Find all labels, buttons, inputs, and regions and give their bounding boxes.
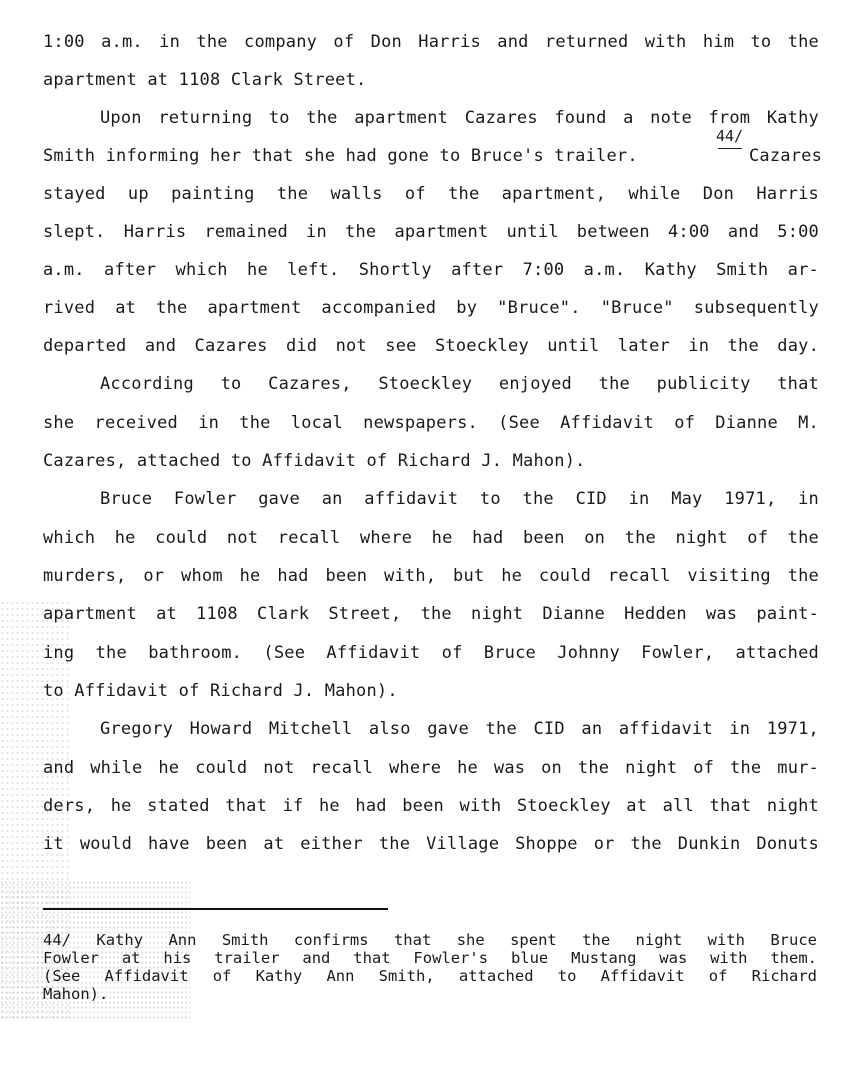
body-line: apartment at 1108 Clark Street, the night Dianne Hedden was paint-	[43, 604, 819, 624]
body-line: she received in the local newspapers. (See Affidavit of Dianne M.	[43, 413, 819, 433]
body-line: 1:00 a.m. in the company of Don Harris and returned with him to the	[43, 32, 819, 52]
body-line: Gregory Howard Mitchell also gave the CID an affidavit in 1971,	[100, 719, 819, 739]
body-line: rived at the apartment accompanied by "Bruce". "Bruce" subsequently	[43, 298, 819, 318]
body-line: murders, or whom he had been with, but he could recall visiting the	[43, 566, 819, 586]
body-line: Bruce Fowler gave an affidavit to the CID in May 1971, in	[100, 489, 819, 509]
footnote-line: Fowler at his trailer and that Fowler's blue Mustang was with them.	[43, 949, 817, 967]
footnote-separator	[43, 908, 388, 910]
body-line: to Affidavit of Richard J. Mahon).	[43, 681, 398, 701]
body-line: ders, he stated that if he had been with Stoeckley at all that night	[43, 796, 819, 816]
footnote-reference-underline	[718, 148, 742, 149]
body-line: apartment at 1108 Clark Street.	[43, 70, 367, 90]
body-line: it would have been at either the Village Shoppe or the Dunkin Donuts	[43, 834, 819, 854]
footnote-line: Mahon).	[43, 985, 109, 1003]
body-line: stayed up painting the walls of the apartment, while Don Harris	[43, 184, 819, 204]
body-line: departed and Cazares did not see Stoeckley until later in the day.	[43, 336, 819, 356]
body-line: and while he could not recall where he was on the night of the mur-	[43, 758, 819, 778]
body-line: slept. Harris remained in the apartment until between 4:00 and 5:00	[43, 222, 819, 242]
footnote-line: 44/ Kathy Ann Smith confirms that she spent the night with Bruce	[43, 931, 817, 949]
footnote-line: (See Affidavit of Kathy Ann Smith, attached to Affidavit of Richard	[43, 967, 817, 985]
body-line: Cazares, attached to Affidavit of Richard J. Mahon).	[43, 451, 586, 471]
body-line: which he could not recall where he had been on the night of the	[43, 528, 819, 548]
body-line: According to Cazares, Stoeckley enjoyed the publicity that	[100, 374, 819, 394]
body-line: Upon returning to the apartment Cazares found a note from Kathy	[100, 108, 819, 128]
body-line: Cazares	[749, 146, 823, 166]
body-line: ing the bathroom. (See Affidavit of Bruce Johnny Fowler, attached	[43, 643, 819, 663]
body-line: Smith informing her that she had gone to Bruce's trailer.	[43, 146, 638, 166]
body-line: a.m. after which he left. Shortly after 7:00 a.m. Kathy Smith ar-	[43, 260, 819, 280]
footnote-reference: 44/	[716, 127, 744, 145]
